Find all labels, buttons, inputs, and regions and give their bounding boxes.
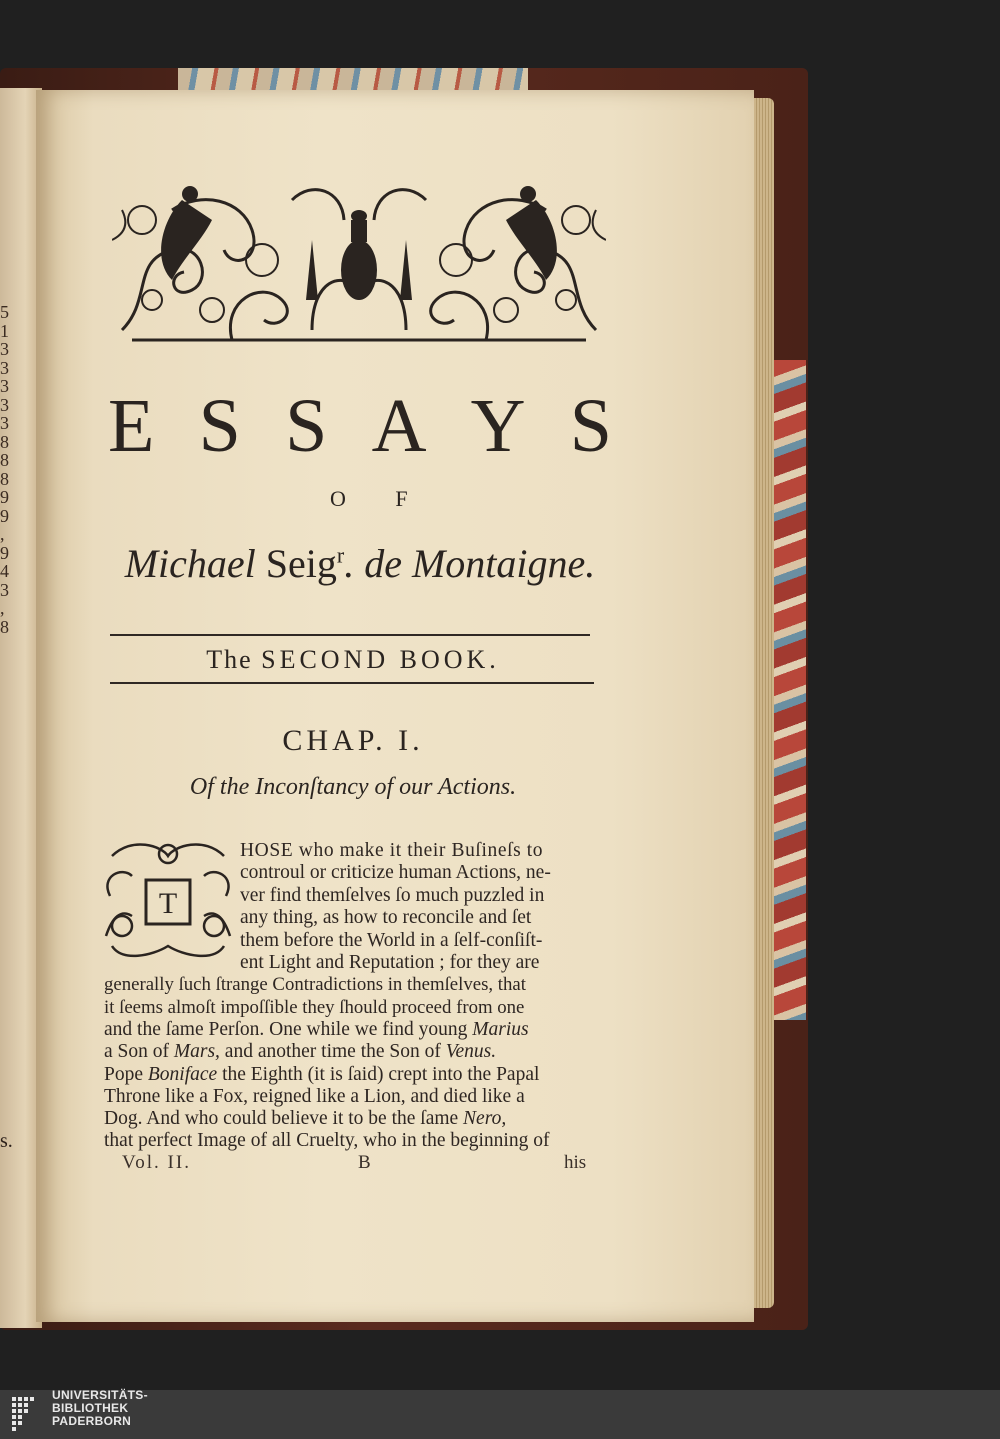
chapter-heading: CHAP. I. — [282, 724, 424, 757]
title-letter: A — [371, 383, 427, 468]
chapter-subtitle: Of the Inconſtancy of our Actions. — [189, 774, 517, 800]
body-line-10: a Son of Mars, and another time the Son of Venus. — [104, 1041, 497, 1062]
body-line-6: ent Light and Reputation ; for they are — [240, 952, 540, 973]
body-line-2: controul or criticize human Actions, ne- — [240, 862, 551, 883]
signature-mark: B — [358, 1152, 371, 1173]
body-line-11: Pope Boniface the Eighth (it is ſaid) crept into the Papal — [104, 1064, 540, 1085]
italic-mars: Mars, — [173, 1041, 220, 1062]
book-title — [108, 383, 612, 468]
library-name: UNIVERSITÄTS- BIBLIOTHEK PADERBORN — [52, 1388, 148, 1428]
author-first-name: Michael — [124, 541, 256, 586]
author-surname: . de Montaigne. — [344, 541, 596, 586]
italic-boniface: Boniface — [147, 1064, 218, 1085]
body-line-14: that perfect Image of all Cruelty, who in the beginning of — [104, 1130, 550, 1151]
body-line-12: Throne like a Fox, reigned like a Lion, and died like a — [104, 1086, 525, 1107]
catchword: his — [564, 1152, 587, 1173]
body-line-4: any thing, as how to reconcile and ſet — [240, 907, 532, 928]
italic-venus: Venus. — [445, 1041, 497, 1062]
body-line-5: them before the World in a ſelf-conſiſt- — [240, 930, 543, 951]
title-letter: S — [285, 383, 328, 468]
author-line — [110, 540, 610, 587]
of-label: O F — [330, 486, 430, 511]
left-page-fragments: 5 1 3 3 3 3 3 8 8 8 9 9 , 9 4 3 , 8 — [0, 302, 9, 637]
body-line-8: it ſeems almoſt impoſſible they ſhould proceed from one — [104, 997, 525, 1018]
top-rule — [110, 634, 590, 636]
library-footer-bar — [0, 1390, 1000, 1439]
drop-cap-letter: T — [158, 887, 178, 920]
library-logo-icon — [10, 1395, 46, 1435]
body-line-9: and the ſame Perſon. One while we find young Marius — [104, 1019, 529, 1040]
title-letter: S — [569, 383, 612, 468]
bottom-rule — [110, 682, 594, 684]
marbled-top-edge — [178, 68, 528, 90]
author-seig: Seig$^r$ — [265, 541, 345, 586]
title-letter: E — [108, 383, 155, 468]
title-letter: Y — [470, 383, 526, 468]
body-line-13: Dog. And who could believe it to be the ſame Nero, — [104, 1108, 507, 1129]
title-letter: S — [198, 383, 241, 468]
body-line-3: ver find themſelves ſo much puzzled in — [240, 885, 545, 906]
italic-nero: Nero, — [463, 1108, 507, 1129]
italic-marius: Marius — [472, 1019, 529, 1040]
body-line-1: HOSE who make it their Buſineſs to — [240, 840, 544, 861]
book-label: The SECOND BOOK. — [206, 645, 500, 674]
body-line-7: generally ſuch ſtrange Contradictions in themſelves, that — [104, 974, 526, 995]
left-page-fragment-s: s. — [0, 1130, 13, 1152]
headpiece-ornament — [112, 180, 606, 352]
volume-mark: Vol. II. — [122, 1152, 191, 1173]
decorative-initial — [102, 836, 234, 964]
